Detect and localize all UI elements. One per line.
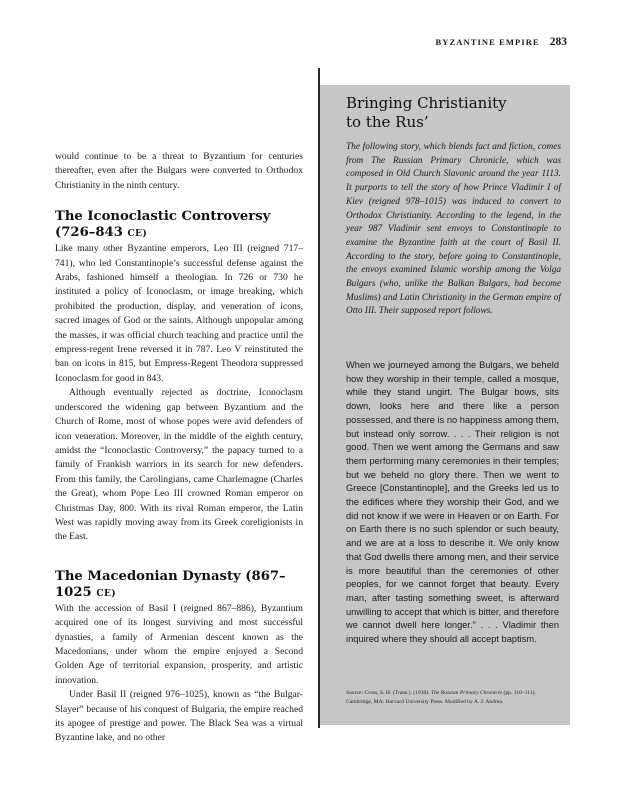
sidebar-source-citation	[346, 689, 561, 707]
paragraph: Like many other Byzantine emperors, Leo III (reigned 717–741), who led Constantinople’s successful defense against the Arabs, fashioned himself a theologian. In 726 or 730 he instituted a policy of Iconoclasm, or image breaking, which prohibited the production, display, and veneration of icons, sacred images of God or the saints. Although unpopular among the masses, it was official church teaching and practice until the empress-regent Irene reversed it in 787. Leo V reinstituted the ban on icons in 815, but Empress-Regent Theodora suppressed Iconoclasm for good in 843.	[55, 243, 303, 384]
section-heading-text: The Macedonian Dynasty (867–1025	[55, 568, 286, 600]
continuation-paragraph: would continue to be a threat to Byzantium for centuries thereafter, even after the Bulgars were converted to Orthodox Christianity in the ninth century.	[55, 151, 303, 191]
source-work-title: The Russian Primary Chronicle	[430, 690, 503, 696]
paragraph: Under Basil II (reigned 976–1025), known as “the Bulgar-Slayer” because of his conquest of Bulgaria, the empire reached its apogee of prestige and power. The Black Sea was a virtual Byzantine lake, and no other	[55, 689, 303, 744]
section-heading-macedonian	[55, 569, 303, 602]
running-head	[435, 36, 567, 48]
sidebar-quote: When we journeyed among the Bulgars, we beheld how they worship in their temple, called a mosque, while they stand ungirt. The Bulgar bows, sits down, looks here and there like a person possessed, and there is no happiness among them, but instead only sorrow. . . . Their religion is not good. Then we went among the Germans and saw them performing many ceremonies in their temples; but we beheld no glory there. Then we went to Greece [Constantinople], and the Greeks led us to the edifices where they worship their God, and we did not know if we were in Heaven or on Earth. For on Earth there is no such splendor or such beauty, and we are at a loss to describe it. We only know that God dwells there among men, and their service is more beautiful than the ceremonies of other peoples, for we cannot forget that beauty. Every man, after tasting something sweet, is afterward unwilling to accept that which is bitter, and therefore we cannot dwell here longer.” . . . Vladimir then inquired where they should all accept baptism.	[346, 360, 559, 645]
sidebar-title-line: to the Rus’	[346, 113, 429, 131]
sidebar-title	[346, 94, 561, 132]
era-label: CE)	[127, 229, 148, 240]
main-column	[55, 150, 303, 746]
paragraph: Although eventually rejected as doctrine, Iconoclasm underscored the widening gap between Byzantium and the Church of Rome, most of whose popes were avid defenders of icon veneration. Moreover, in the middle of the eighth century, amidst the “Iconoclastic Controversy,” the papacy turned to a family of Frankish warriors in its search for new defenders. From this family, the Carolingians, came Charlemagne (Charles the Great), whom Pope Leo III crowned Roman emperor on Christmas Day, 800. With its rival Roman emperor, the Latin West was rapidly moving away from its Greek coreligionists in the East.	[55, 387, 303, 543]
running-title: BYZANTINE EMPIRE	[435, 37, 540, 47]
era-label: CE)	[96, 588, 117, 599]
section-heading-iconoclastic	[55, 209, 303, 242]
sidebar-title-line: Bringing Christianity	[346, 94, 507, 112]
sidebar-intro: The following story, which blends fact and fiction, comes from The Russian Primary Chronicle, which was composed in Old Church Slavonic around the year 1113. It purports to tell the story of how Prince Vladimir I of Kiev (reigned 978–1015) was induced to convert to Orthodox Christianity. According to the legend, in the year 987 Vladimir sent envoys to Constantinople to examine the Byzantine faith at the court of Basil II. According to the story, before going to Constantinople, the envoys examined Islamic worship among the Volga Bulgars (who, unlike the Balkan Bulgars, had become Muslims) and Latin Christianity in the German empire of Otto III. Their supposed report follows.	[346, 142, 561, 317]
paragraph: With the accession of Basil I (reigned 867–886), Byzantium acquired one of its longest surviving and most successful dynasties, a family of Armenian descent known as the Macedonians, under whom the empire enjoyed a Second Golden Age of territorial expansion, prosperity, and artistic innovation.	[55, 602, 303, 686]
source-prefix: Source: Cross, S. H. (Trans.). (1930).	[346, 690, 431, 696]
page-number: 283	[549, 36, 567, 48]
source-suffix: (pp. 110–111). Cambridge, MA: Harvard University Press. Modified by A. J. Andrea.	[346, 690, 536, 705]
section-heading-text: The Iconoclastic Controversy (726–843	[55, 209, 271, 241]
